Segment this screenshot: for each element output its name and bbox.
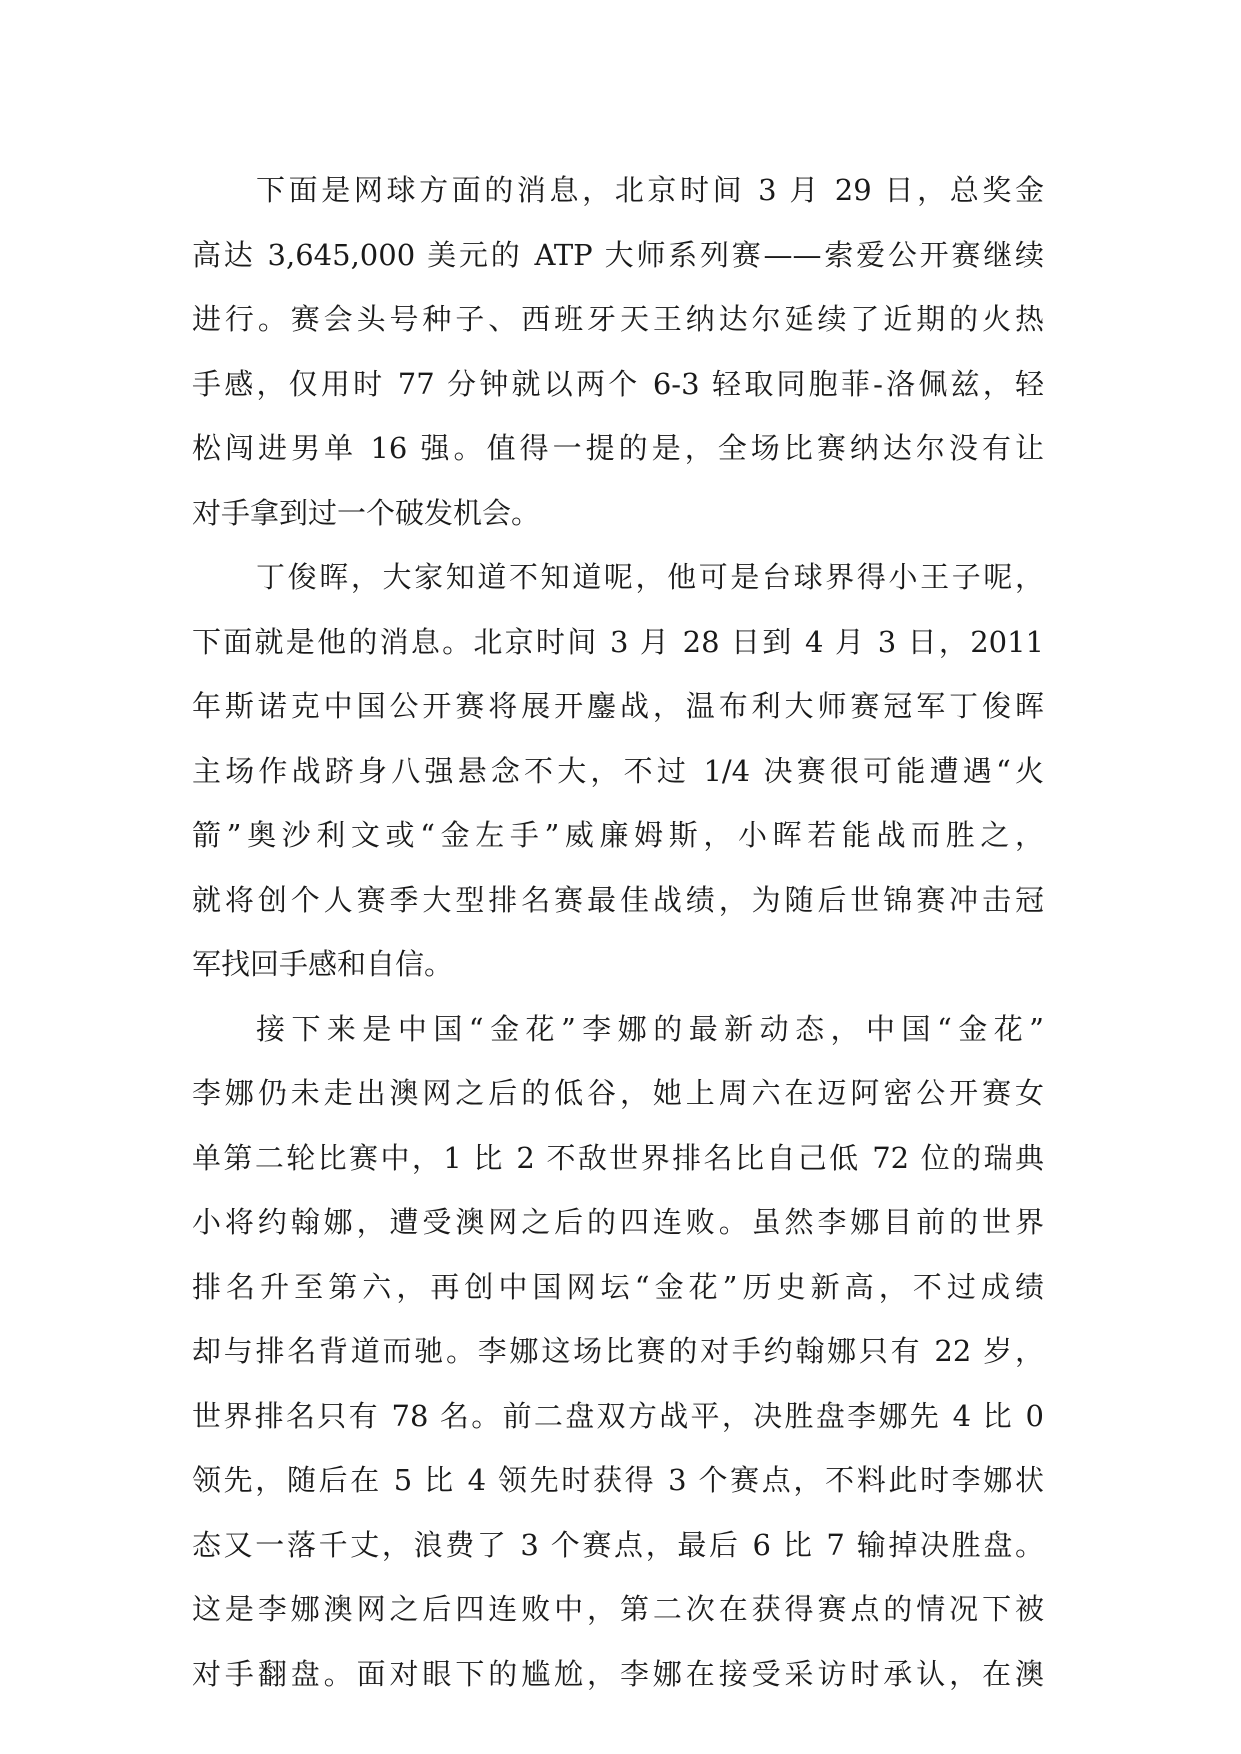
text-line: 进行。赛会头号种子、西班牙天王纳达尔延续了近期的火热 (192, 302, 1044, 336)
text-line: 接下来是中国“金花”李娜的最新动态，中国“金花” (256, 1011, 1044, 1046)
text-line: 对手拿到过一个破发机会。 (192, 495, 541, 530)
text-line: 却与排名背道而驰。李娜这场比赛的对手约翰娜只有 22 岁， (192, 1334, 1044, 1368)
text-line: 年斯诺克中国公开赛将展开鏖战，温布利大师赛冠军丁俊晖 (192, 689, 1044, 723)
paragraph-snooker-ding (192, 545, 1044, 997)
text-line: 下面就是他的消息。北京时间 3 月 28 日到 4 月 3 日，2011 (192, 624, 1044, 659)
text-line: 丁俊晖，大家知道不知道呢，他可是台球界得小王子呢， (256, 560, 1044, 594)
text-line: 手感，仅用时 77 分钟就以两个 6-3 轻取同胞菲-洛佩兹，轻 (192, 366, 1044, 401)
text-line: 排名升至第六，再创中国网坛“金花”历史新高，不过成绩 (192, 1269, 1044, 1304)
text-line: 小将约翰娜，遭受澳网之后的四连败。虽然李娜目前的世界 (192, 1205, 1044, 1239)
text-line: 就将创个人赛季大型排名赛最佳战绩，为随后世锦赛冲击冠 (192, 882, 1044, 917)
text-line: 高达 3,645,000 美元的 ATP 大师系列赛——索爱公开赛继续 (192, 237, 1044, 272)
paragraph-tennis-nadal (192, 158, 1044, 545)
text-line: 态又一落千丈，浪费了 3 个赛点，最后 6 比 7 输掉决胜盘。 (192, 1527, 1044, 1562)
paragraph-tennis-lina (192, 997, 1044, 1707)
text-line: 单第二轮比赛中，1 比 2 不敌世界排名比自己低 72 位的瑞典 (192, 1140, 1044, 1175)
document-body (192, 158, 1044, 1706)
text-line: 松闯进男单 16 强。值得一提的是，全场比赛纳达尔没有让 (192, 431, 1044, 465)
text-line: 领先，随后在 5 比 4 领先时获得 3 个赛点，不料此时李娜状 (192, 1463, 1044, 1497)
text-line: 主场作战跻身八强悬念不大，不过 1/4 决赛很可能遭遇“火 (192, 753, 1044, 788)
text-line: 这是李娜澳网之后四连败中，第二次在获得赛点的情况下被 (192, 1592, 1044, 1626)
text-line: 下面是网球方面的消息，北京时间 3 月 29 日，总奖金 (256, 173, 1044, 207)
text-line: 世界排名只有 78 名。前二盘双方战平，决胜盘李娜先 4 比 0 (192, 1398, 1044, 1433)
text-line: 箭”奥沙利文或“金左手”威廉姆斯，小晖若能战而胜之， (192, 818, 1044, 852)
text-line: 李娜仍未走出澳网之后的低谷，她上周六在迈阿密公开赛女 (192, 1076, 1044, 1110)
text-line: 对手翻盘。面对眼下的尴尬，李娜在接受采访时承认，在澳 (192, 1656, 1044, 1691)
text-line: 军找回手感和自信。 (192, 947, 454, 981)
